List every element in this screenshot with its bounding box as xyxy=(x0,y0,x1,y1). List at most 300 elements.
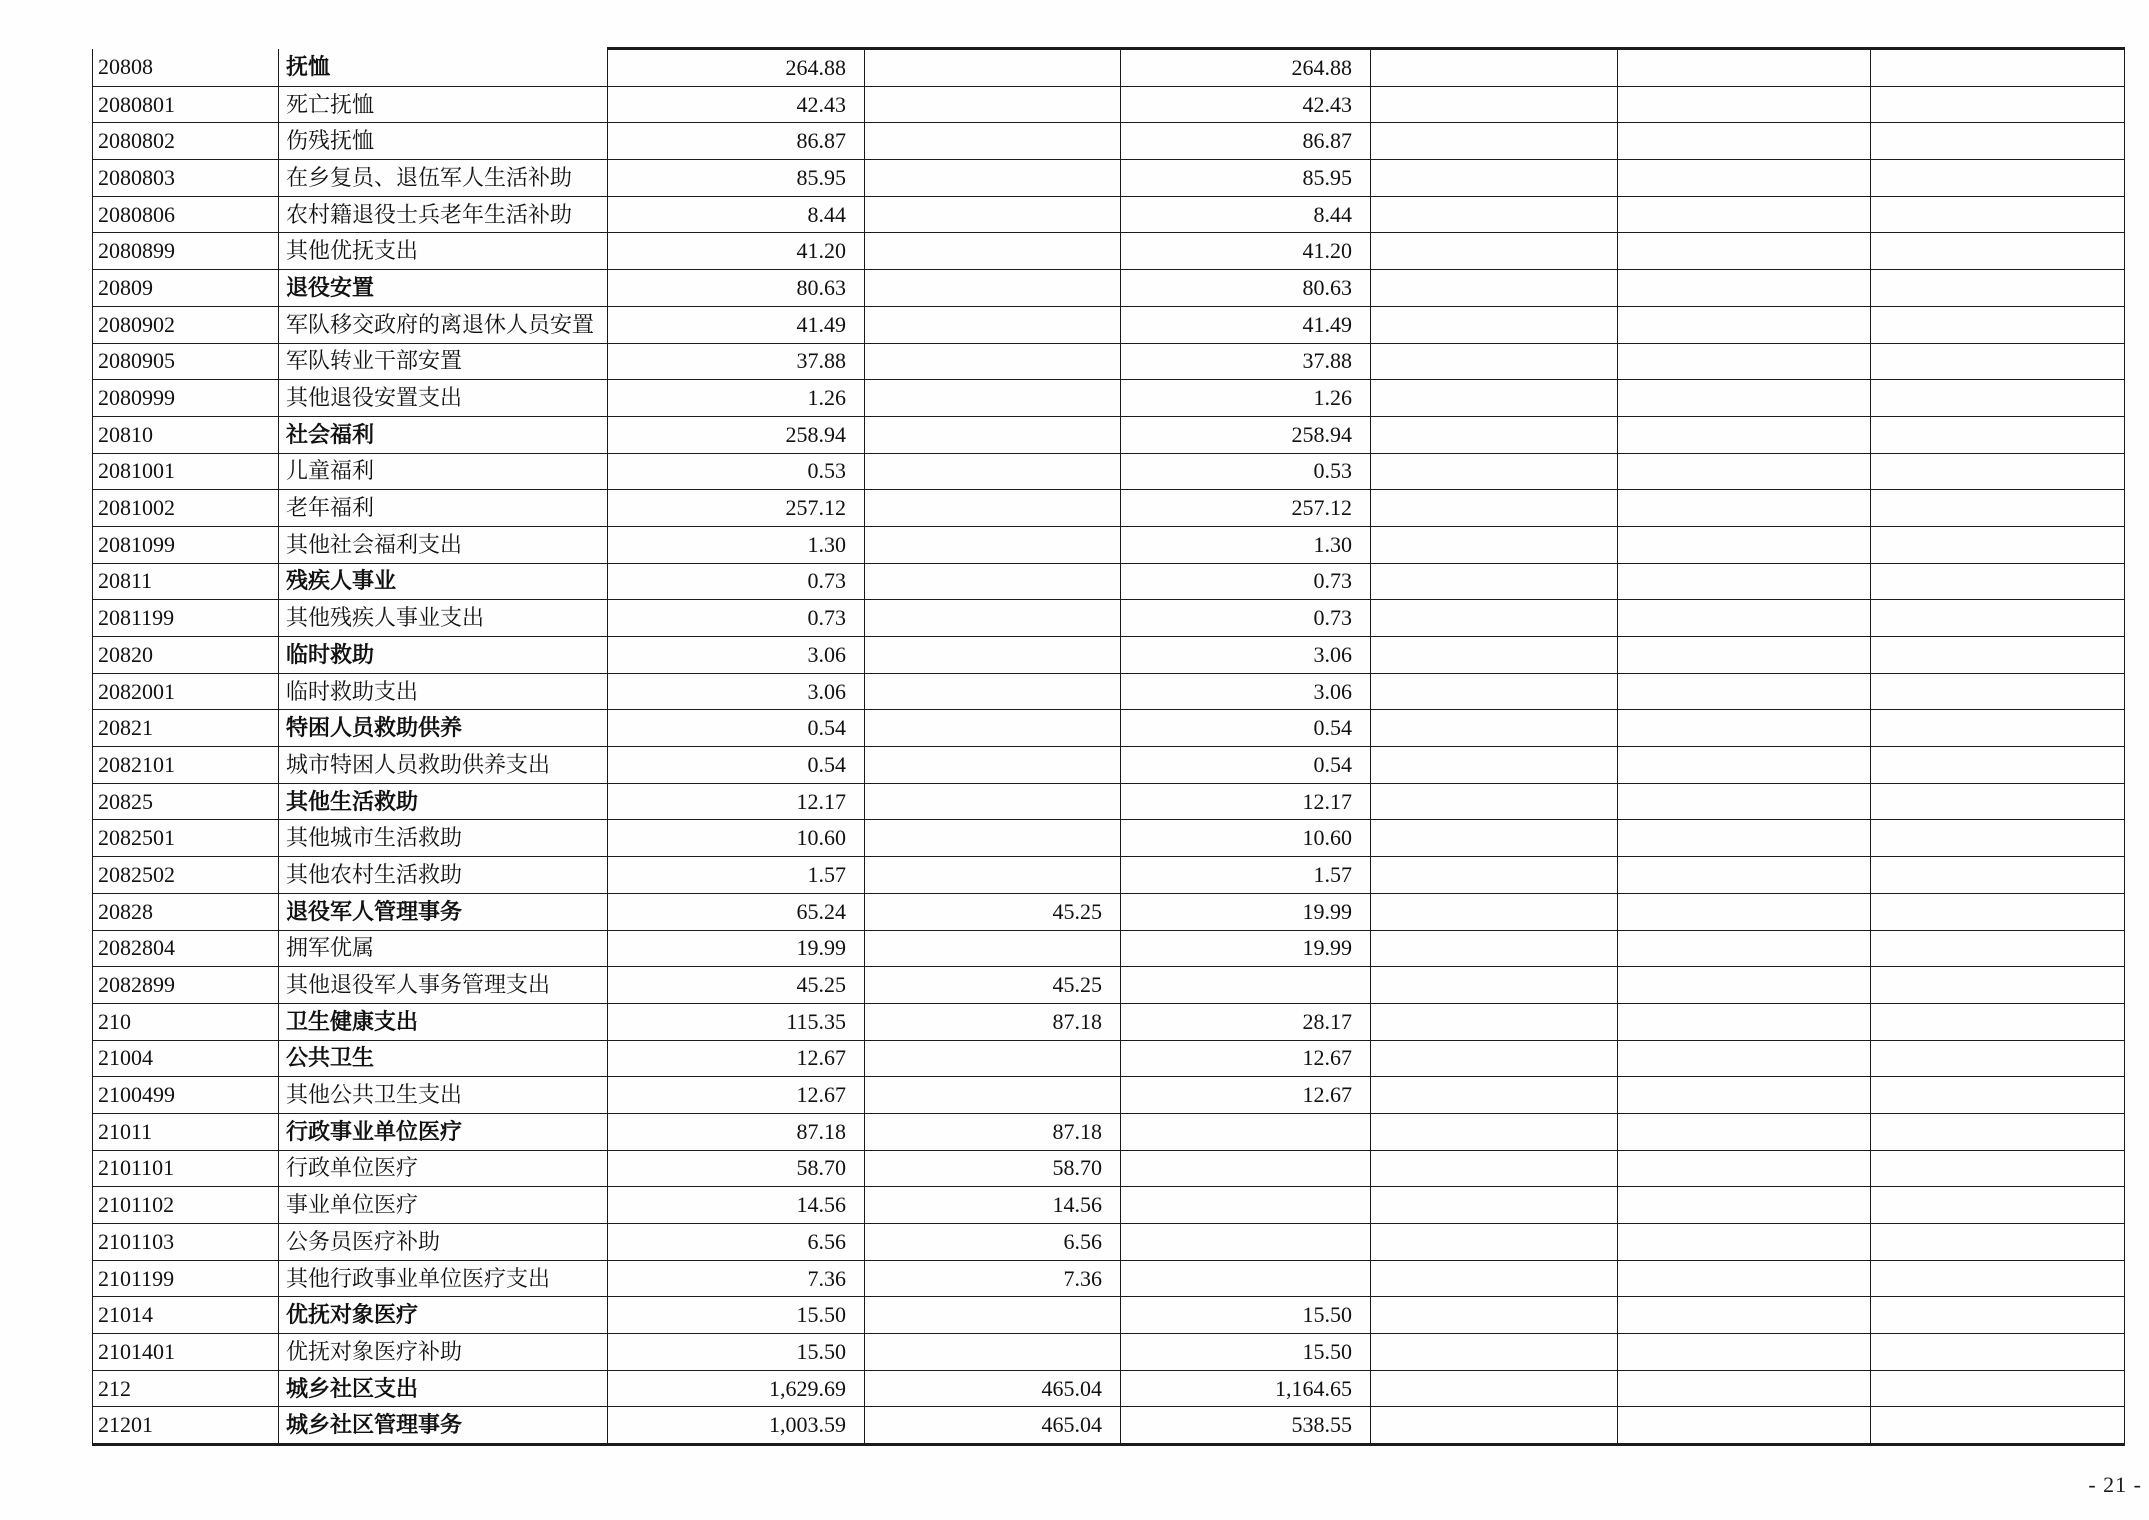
cell-empty-3 xyxy=(1871,306,2125,343)
cell-empty-1 xyxy=(1371,783,1618,820)
cell-amount-2 xyxy=(865,49,1121,87)
table-row xyxy=(93,1150,2125,1187)
cell-empty-2 xyxy=(1618,1260,1871,1297)
cell-empty-2 xyxy=(1618,526,1871,563)
cell-total: 12.67 xyxy=(608,1040,865,1077)
cell-amount-2 xyxy=(865,306,1121,343)
cell-code: 2101101 xyxy=(93,1150,279,1187)
cell-empty-3 xyxy=(1871,637,2125,674)
table-row xyxy=(93,416,2125,453)
cell-amount-2 xyxy=(865,930,1121,967)
cell-amount-2 xyxy=(865,343,1121,380)
cell-empty-1 xyxy=(1371,1407,1618,1445)
cell-name: 城乡社区支出 xyxy=(279,1370,608,1407)
cell-empty-2 xyxy=(1618,747,1871,784)
cell-amount-3: 538.55 xyxy=(1121,1407,1371,1445)
cell-empty-1 xyxy=(1371,893,1618,930)
cell-empty-1 xyxy=(1371,490,1618,527)
cell-amount-3 xyxy=(1121,1150,1371,1187)
cell-code: 2080801 xyxy=(93,86,279,123)
cell-amount-2 xyxy=(865,86,1121,123)
cell-amount-3: 15.50 xyxy=(1121,1297,1371,1334)
table-row xyxy=(93,1224,2125,1261)
cell-name: 城市特困人员救助供养支出 xyxy=(279,747,608,784)
cell-code: 2082804 xyxy=(93,930,279,967)
cell-empty-3 xyxy=(1871,380,2125,417)
cell-amount-2 xyxy=(865,600,1121,637)
cell-total: 15.50 xyxy=(608,1334,865,1371)
cell-total: 12.17 xyxy=(608,783,865,820)
cell-code: 20809 xyxy=(93,270,279,307)
cell-amount-3: 10.60 xyxy=(1121,820,1371,857)
cell-name: 卫生健康支出 xyxy=(279,1003,608,1040)
cell-name: 退役军人管理事务 xyxy=(279,893,608,930)
cell-empty-3 xyxy=(1871,710,2125,747)
cell-empty-2 xyxy=(1618,1003,1871,1040)
cell-empty-2 xyxy=(1618,86,1871,123)
cell-amount-2 xyxy=(865,1297,1121,1334)
cell-total: 86.87 xyxy=(608,123,865,160)
cell-code: 2080802 xyxy=(93,123,279,160)
cell-code: 2082502 xyxy=(93,857,279,894)
cell-name: 社会福利 xyxy=(279,416,608,453)
cell-code: 2101102 xyxy=(93,1187,279,1224)
cell-amount-2 xyxy=(865,783,1121,820)
cell-empty-2 xyxy=(1618,49,1871,87)
cell-amount-3: 15.50 xyxy=(1121,1334,1371,1371)
cell-amount-2 xyxy=(865,1334,1121,1371)
cell-amount-3: 1.30 xyxy=(1121,526,1371,563)
cell-empty-2 xyxy=(1618,1297,1871,1334)
cell-empty-3 xyxy=(1871,967,2125,1004)
cell-amount-3: 19.99 xyxy=(1121,893,1371,930)
cell-total: 37.88 xyxy=(608,343,865,380)
cell-amount-3: 37.88 xyxy=(1121,343,1371,380)
cell-name: 其他生活救助 xyxy=(279,783,608,820)
cell-total: 10.60 xyxy=(608,820,865,857)
cell-empty-3 xyxy=(1871,160,2125,197)
cell-empty-1 xyxy=(1371,673,1618,710)
cell-empty-1 xyxy=(1371,563,1618,600)
table-row xyxy=(93,857,2125,894)
cell-empty-3 xyxy=(1871,196,2125,233)
cell-total: 87.18 xyxy=(608,1113,865,1150)
cell-amount-3 xyxy=(1121,967,1371,1004)
cell-name: 退役安置 xyxy=(279,270,608,307)
table-row xyxy=(93,306,2125,343)
cell-total: 45.25 xyxy=(608,967,865,1004)
cell-empty-2 xyxy=(1618,1370,1871,1407)
cell-amount-3: 1,164.65 xyxy=(1121,1370,1371,1407)
cell-name: 农村籍退役士兵老年生活补助 xyxy=(279,196,608,233)
table-row xyxy=(93,1370,2125,1407)
cell-code: 2080899 xyxy=(93,233,279,270)
cell-empty-1 xyxy=(1371,1003,1618,1040)
cell-amount-3: 257.12 xyxy=(1121,490,1371,527)
cell-empty-3 xyxy=(1871,673,2125,710)
cell-name: 其他退役安置支出 xyxy=(279,380,608,417)
cell-amount-2 xyxy=(865,270,1121,307)
cell-amount-3: 86.87 xyxy=(1121,123,1371,160)
cell-code: 2101199 xyxy=(93,1260,279,1297)
cell-empty-2 xyxy=(1618,673,1871,710)
cell-name: 其他公共卫生支出 xyxy=(279,1077,608,1114)
cell-name: 其他退役军人事务管理支出 xyxy=(279,967,608,1004)
table-row xyxy=(93,123,2125,160)
budget-table xyxy=(92,47,2125,1446)
cell-empty-3 xyxy=(1871,1003,2125,1040)
cell-amount-2: 45.25 xyxy=(865,893,1121,930)
page-number: - 21 - xyxy=(2088,1472,2142,1497)
cell-name: 公务员医疗补助 xyxy=(279,1224,608,1261)
cell-code: 20810 xyxy=(93,416,279,453)
cell-name: 其他城市生活救助 xyxy=(279,820,608,857)
cell-amount-3: 0.53 xyxy=(1121,453,1371,490)
cell-name: 特困人员救助供养 xyxy=(279,710,608,747)
cell-total: 0.53 xyxy=(608,453,865,490)
table-row xyxy=(93,1077,2125,1114)
cell-empty-2 xyxy=(1618,123,1871,160)
cell-total: 3.06 xyxy=(608,673,865,710)
cell-amount-3: 0.73 xyxy=(1121,563,1371,600)
cell-name: 优抚对象医疗 xyxy=(279,1297,608,1334)
cell-amount-2: 58.70 xyxy=(865,1150,1121,1187)
cell-total: 3.06 xyxy=(608,637,865,674)
cell-empty-3 xyxy=(1871,563,2125,600)
cell-name: 儿童福利 xyxy=(279,453,608,490)
cell-empty-2 xyxy=(1618,1040,1871,1077)
cell-empty-1 xyxy=(1371,343,1618,380)
cell-amount-2 xyxy=(865,1077,1121,1114)
table-row xyxy=(93,710,2125,747)
cell-empty-2 xyxy=(1618,967,1871,1004)
cell-code: 2080902 xyxy=(93,306,279,343)
table-row xyxy=(93,380,2125,417)
cell-total: 15.50 xyxy=(608,1297,865,1334)
table-row xyxy=(93,1187,2125,1224)
cell-amount-3: 19.99 xyxy=(1121,930,1371,967)
table-row xyxy=(93,1297,2125,1334)
cell-empty-3 xyxy=(1871,783,2125,820)
table-row xyxy=(93,930,2125,967)
cell-name: 城乡社区管理事务 xyxy=(279,1407,608,1445)
cell-amount-3: 0.73 xyxy=(1121,600,1371,637)
cell-empty-1 xyxy=(1371,1224,1618,1261)
cell-code: 210 xyxy=(93,1003,279,1040)
cell-amount-3: 8.44 xyxy=(1121,196,1371,233)
cell-empty-3 xyxy=(1871,490,2125,527)
cell-amount-2 xyxy=(865,710,1121,747)
cell-empty-2 xyxy=(1618,563,1871,600)
cell-empty-1 xyxy=(1371,160,1618,197)
cell-empty-3 xyxy=(1871,1297,2125,1334)
cell-empty-3 xyxy=(1871,233,2125,270)
cell-total: 42.43 xyxy=(608,86,865,123)
cell-total: 0.54 xyxy=(608,710,865,747)
cell-amount-2 xyxy=(865,857,1121,894)
cell-amount-2 xyxy=(865,416,1121,453)
cell-amount-3: 0.54 xyxy=(1121,710,1371,747)
cell-empty-1 xyxy=(1371,600,1618,637)
cell-code: 2081099 xyxy=(93,526,279,563)
cell-name: 其他行政事业单位医疗支出 xyxy=(279,1260,608,1297)
cell-empty-1 xyxy=(1371,123,1618,160)
cell-total: 80.63 xyxy=(608,270,865,307)
cell-total: 41.49 xyxy=(608,306,865,343)
cell-code: 2082001 xyxy=(93,673,279,710)
cell-empty-2 xyxy=(1618,270,1871,307)
cell-code: 2081002 xyxy=(93,490,279,527)
cell-empty-1 xyxy=(1371,1260,1618,1297)
cell-name: 其他农村生活救助 xyxy=(279,857,608,894)
cell-empty-2 xyxy=(1618,1077,1871,1114)
cell-total: 1.26 xyxy=(608,380,865,417)
cell-empty-1 xyxy=(1371,710,1618,747)
cell-total: 1,003.59 xyxy=(608,1407,865,1445)
cell-name: 死亡抚恤 xyxy=(279,86,608,123)
cell-total: 115.35 xyxy=(608,1003,865,1040)
cell-amount-2 xyxy=(865,123,1121,160)
cell-empty-3 xyxy=(1871,1260,2125,1297)
table-row xyxy=(93,343,2125,380)
table-row xyxy=(93,893,2125,930)
cell-amount-2 xyxy=(865,1040,1121,1077)
cell-empty-2 xyxy=(1618,893,1871,930)
cell-empty-2 xyxy=(1618,380,1871,417)
cell-empty-1 xyxy=(1371,526,1618,563)
cell-total: 7.36 xyxy=(608,1260,865,1297)
cell-empty-2 xyxy=(1618,343,1871,380)
cell-total: 12.67 xyxy=(608,1077,865,1114)
cell-total: 257.12 xyxy=(608,490,865,527)
cell-name: 优抚对象医疗补助 xyxy=(279,1334,608,1371)
cell-total: 85.95 xyxy=(608,160,865,197)
cell-amount-3: 41.20 xyxy=(1121,233,1371,270)
cell-empty-1 xyxy=(1371,820,1618,857)
cell-amount-2 xyxy=(865,453,1121,490)
cell-total: 258.94 xyxy=(608,416,865,453)
cell-empty-2 xyxy=(1618,1150,1871,1187)
table-row xyxy=(93,783,2125,820)
cell-code: 20811 xyxy=(93,563,279,600)
cell-amount-2: 87.18 xyxy=(865,1113,1121,1150)
cell-name: 其他优抚支出 xyxy=(279,233,608,270)
cell-name: 公共卫生 xyxy=(279,1040,608,1077)
cell-name: 临时救助 xyxy=(279,637,608,674)
cell-amount-3: 42.43 xyxy=(1121,86,1371,123)
table-row xyxy=(93,270,2125,307)
cell-empty-2 xyxy=(1618,1224,1871,1261)
cell-total: 65.24 xyxy=(608,893,865,930)
cell-empty-3 xyxy=(1871,123,2125,160)
cell-empty-1 xyxy=(1371,1187,1618,1224)
cell-empty-1 xyxy=(1371,1113,1618,1150)
cell-total: 6.56 xyxy=(608,1224,865,1261)
table-row xyxy=(93,1003,2125,1040)
table-row xyxy=(93,967,2125,1004)
cell-amount-2 xyxy=(865,490,1121,527)
cell-empty-3 xyxy=(1871,1113,2125,1150)
cell-empty-1 xyxy=(1371,637,1618,674)
cell-amount-3: 0.54 xyxy=(1121,747,1371,784)
cell-code: 2080905 xyxy=(93,343,279,380)
cell-amount-2: 6.56 xyxy=(865,1224,1121,1261)
cell-empty-3 xyxy=(1871,1407,2125,1445)
cell-empty-2 xyxy=(1618,1187,1871,1224)
cell-amount-3: 41.49 xyxy=(1121,306,1371,343)
cell-empty-3 xyxy=(1871,1150,2125,1187)
cell-amount-2: 7.36 xyxy=(865,1260,1121,1297)
cell-total: 0.73 xyxy=(608,563,865,600)
cell-code: 20825 xyxy=(93,783,279,820)
table-row xyxy=(93,747,2125,784)
cell-name: 行政事业单位医疗 xyxy=(279,1113,608,1150)
table-row xyxy=(93,1113,2125,1150)
cell-empty-1 xyxy=(1371,86,1618,123)
cell-empty-2 xyxy=(1618,930,1871,967)
cell-total: 41.20 xyxy=(608,233,865,270)
cell-empty-3 xyxy=(1871,930,2125,967)
cell-amount-2 xyxy=(865,526,1121,563)
cell-empty-1 xyxy=(1371,416,1618,453)
cell-name: 抚恤 xyxy=(279,49,608,87)
cell-name: 在乡复员、退伍军人生活补助 xyxy=(279,160,608,197)
cell-empty-1 xyxy=(1371,857,1618,894)
cell-amount-2 xyxy=(865,563,1121,600)
cell-name: 其他社会福利支出 xyxy=(279,526,608,563)
cell-empty-1 xyxy=(1371,1040,1618,1077)
table-row xyxy=(93,490,2125,527)
cell-total: 264.88 xyxy=(608,49,865,87)
table-row xyxy=(93,196,2125,233)
cell-code: 21004 xyxy=(93,1040,279,1077)
cell-total: 1.30 xyxy=(608,526,865,563)
cell-empty-1 xyxy=(1371,196,1618,233)
cell-empty-3 xyxy=(1871,1334,2125,1371)
cell-amount-2 xyxy=(865,233,1121,270)
cell-empty-3 xyxy=(1871,747,2125,784)
table-row xyxy=(93,233,2125,270)
cell-amount-3: 3.06 xyxy=(1121,637,1371,674)
cell-empty-1 xyxy=(1371,1150,1618,1187)
cell-empty-2 xyxy=(1618,1407,1871,1445)
cell-empty-2 xyxy=(1618,160,1871,197)
table-row xyxy=(93,820,2125,857)
cell-empty-2 xyxy=(1618,453,1871,490)
cell-amount-2 xyxy=(865,160,1121,197)
cell-empty-1 xyxy=(1371,453,1618,490)
cell-amount-3 xyxy=(1121,1260,1371,1297)
cell-name: 伤残抚恤 xyxy=(279,123,608,160)
cell-empty-3 xyxy=(1871,820,2125,857)
cell-empty-2 xyxy=(1618,857,1871,894)
cell-empty-1 xyxy=(1371,1334,1618,1371)
cell-empty-3 xyxy=(1871,270,2125,307)
cell-code: 20820 xyxy=(93,637,279,674)
cell-name: 事业单位医疗 xyxy=(279,1187,608,1224)
cell-empty-1 xyxy=(1371,747,1618,784)
cell-amount-2: 14.56 xyxy=(865,1187,1121,1224)
cell-amount-2 xyxy=(865,747,1121,784)
table-row xyxy=(93,453,2125,490)
cell-amount-3: 12.67 xyxy=(1121,1040,1371,1077)
cell-empty-3 xyxy=(1871,1040,2125,1077)
cell-empty-2 xyxy=(1618,233,1871,270)
cell-code: 2080806 xyxy=(93,196,279,233)
cell-empty-2 xyxy=(1618,490,1871,527)
cell-amount-3: 85.95 xyxy=(1121,160,1371,197)
cell-amount-3: 80.63 xyxy=(1121,270,1371,307)
cell-amount-3 xyxy=(1121,1187,1371,1224)
cell-amount-3: 3.06 xyxy=(1121,673,1371,710)
cell-empty-1 xyxy=(1371,270,1618,307)
cell-total: 0.73 xyxy=(608,600,865,637)
table-row xyxy=(93,1334,2125,1371)
cell-code: 21011 xyxy=(93,1113,279,1150)
cell-empty-1 xyxy=(1371,306,1618,343)
table-row xyxy=(93,526,2125,563)
cell-empty-2 xyxy=(1618,637,1871,674)
cell-empty-3 xyxy=(1871,49,2125,87)
table-row xyxy=(93,160,2125,197)
cell-amount-2 xyxy=(865,637,1121,674)
cell-empty-2 xyxy=(1618,196,1871,233)
cell-code: 2081001 xyxy=(93,453,279,490)
cell-total: 1.57 xyxy=(608,857,865,894)
cell-empty-2 xyxy=(1618,600,1871,637)
cell-total: 19.99 xyxy=(608,930,865,967)
cell-empty-3 xyxy=(1871,453,2125,490)
table-row xyxy=(93,637,2125,674)
cell-amount-3: 12.67 xyxy=(1121,1077,1371,1114)
cell-code: 2080803 xyxy=(93,160,279,197)
cell-name: 行政单位医疗 xyxy=(279,1150,608,1187)
cell-total: 58.70 xyxy=(608,1150,865,1187)
cell-code: 20808 xyxy=(93,49,279,87)
cell-empty-2 xyxy=(1618,710,1871,747)
table-row xyxy=(93,1260,2125,1297)
cell-amount-2 xyxy=(865,820,1121,857)
budget-table-body xyxy=(93,49,2125,1445)
cell-code: 2101103 xyxy=(93,1224,279,1261)
cell-empty-1 xyxy=(1371,930,1618,967)
cell-empty-3 xyxy=(1871,1077,2125,1114)
cell-amount-3: 12.17 xyxy=(1121,783,1371,820)
cell-empty-1 xyxy=(1371,1370,1618,1407)
cell-code: 2080999 xyxy=(93,380,279,417)
cell-name: 老年福利 xyxy=(279,490,608,527)
table-row xyxy=(93,86,2125,123)
cell-empty-1 xyxy=(1371,233,1618,270)
cell-code: 2081199 xyxy=(93,600,279,637)
cell-empty-1 xyxy=(1371,1077,1618,1114)
cell-amount-3: 258.94 xyxy=(1121,416,1371,453)
cell-empty-2 xyxy=(1618,306,1871,343)
cell-total: 8.44 xyxy=(608,196,865,233)
cell-name: 残疾人事业 xyxy=(279,563,608,600)
cell-amount-3 xyxy=(1121,1224,1371,1261)
cell-empty-3 xyxy=(1871,526,2125,563)
cell-empty-3 xyxy=(1871,600,2125,637)
cell-amount-2: 45.25 xyxy=(865,967,1121,1004)
cell-name: 军队转业干部安置 xyxy=(279,343,608,380)
cell-empty-2 xyxy=(1618,783,1871,820)
cell-amount-2: 465.04 xyxy=(865,1407,1121,1445)
cell-code: 2082101 xyxy=(93,747,279,784)
cell-empty-3 xyxy=(1871,857,2125,894)
cell-code: 2101401 xyxy=(93,1334,279,1371)
cell-total: 1,629.69 xyxy=(608,1370,865,1407)
